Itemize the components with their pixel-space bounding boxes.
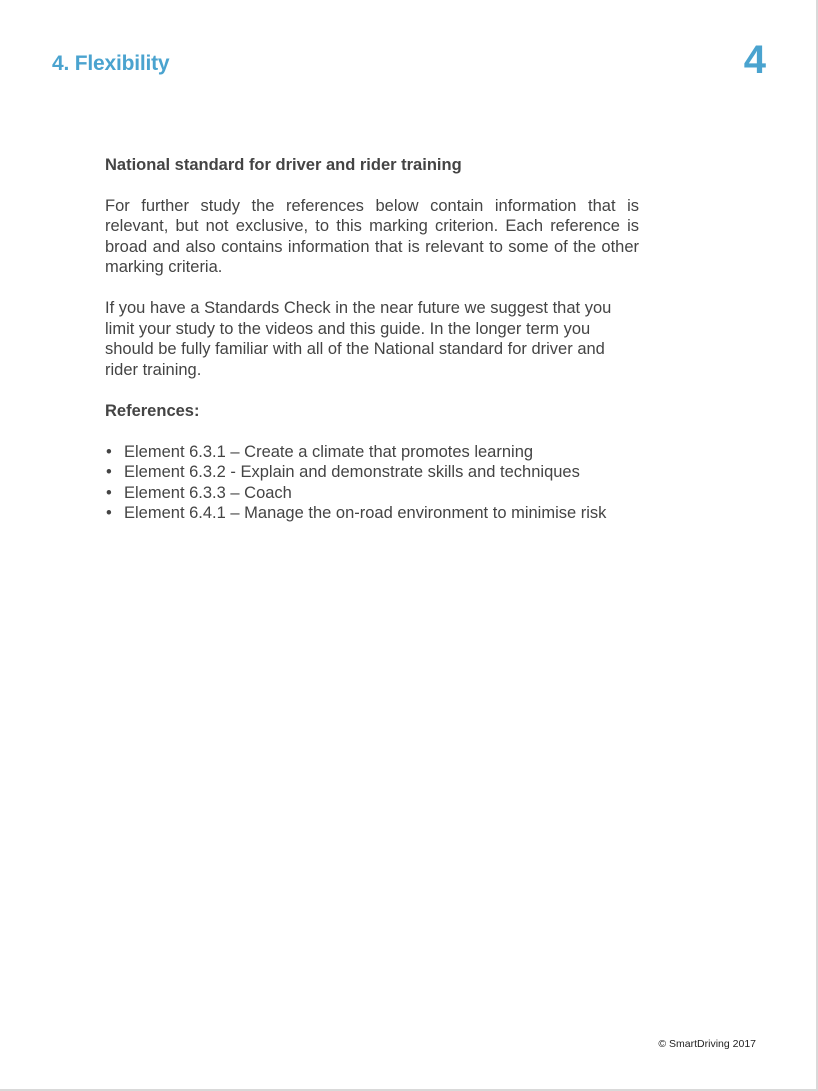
list-item [105,462,639,483]
main-content [105,155,639,524]
reference-text: Element 6.3.3 – Coach [124,483,292,502]
references-list [105,442,639,524]
bullet-icon: • [106,504,112,522]
reference-text: Element 6.4.1 – Manage the on-road environment to minimise risk [124,504,607,522]
references-heading: References: [105,401,200,420]
section-number: 4 [743,38,766,82]
list-item [105,442,639,463]
list-item [105,503,639,524]
list-item [105,483,639,504]
subheading: National standard for driver and rider training [105,156,462,174]
bullet-icon: • [106,463,112,481]
bullet-icon: • [106,483,112,502]
copyright-footer: © SmartDriving 2017 [658,1038,756,1050]
paragraph-standards-check: If you have a Standards Check in the near future we suggest that you limit your study to the videos and this guide. In the longer term you should be fully familiar with all of the National standard for driver and rider training. [105,299,612,379]
section-title: 4. Flexibility [52,52,170,75]
reference-text: Element 6.3.1 – Create a climate that promotes learning [124,442,534,461]
bullet-icon: • [106,442,112,461]
reference-text: Element 6.3.2 - Explain and demonstrate skills and techniques [124,463,580,481]
paragraph-further-study: For further study the references below contain information that is relevant, but not exclusive, to this marking criterion. Each reference is broad and also contains information that is relevant to some of the other marking criteria. [105,196,639,276]
